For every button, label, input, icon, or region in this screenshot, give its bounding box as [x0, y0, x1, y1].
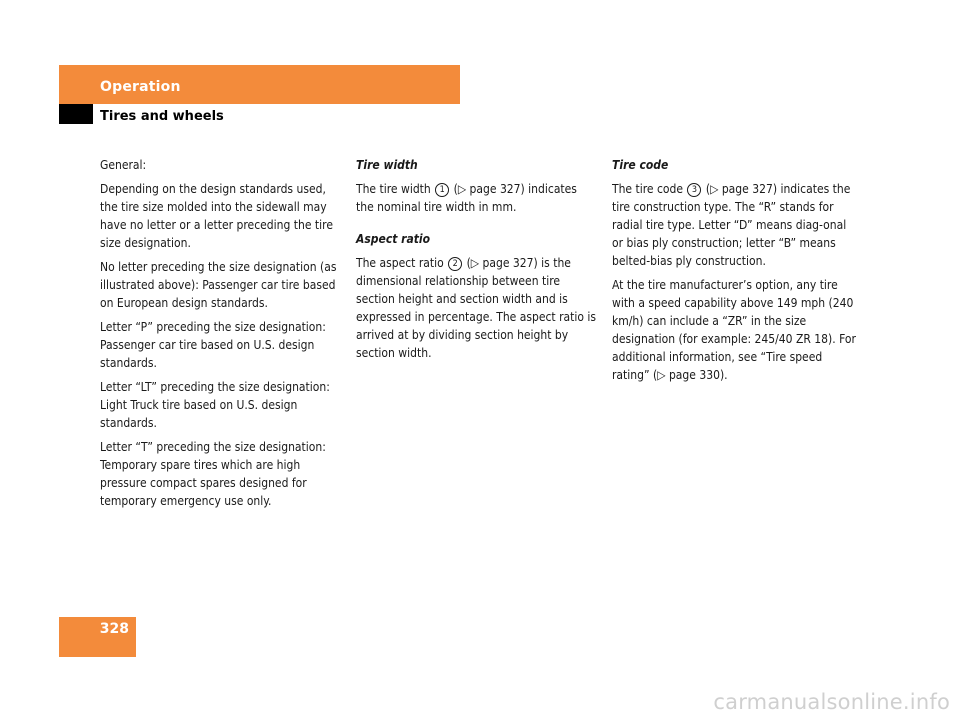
general-label: General:	[100, 158, 147, 172]
paragraph-aspect-ratio	[356, 254, 598, 362]
tire-code-heading: Tire code	[612, 158, 669, 172]
paragraph-letter-lt: Letter “LT” preceding the size designation: Light Truck tire based on U.S. design standards.	[100, 380, 330, 430]
column-middle	[356, 156, 598, 368]
paragraph-tire-width	[356, 180, 598, 216]
paragraph-letter-t: Letter “T” preceding the size designation: Temporary spare tires which are high pressure compact spares designed for temporary emergency use only.	[100, 440, 326, 508]
column-right	[612, 156, 856, 390]
aspect-text-b: (▷ page 327) is the dimensional relationship between tire section height and section width and is expressed in percentage. The aspect ratio is arrived at by dividing section height by section width.	[356, 256, 597, 360]
callout-number-1: 1	[435, 183, 449, 197]
callout-number-2: 2	[448, 257, 462, 271]
callout-number-3: 3	[687, 183, 701, 197]
aspect-ratio-heading: Aspect ratio	[356, 232, 431, 246]
subsection-title: Tires and wheels	[100, 109, 224, 124]
paragraph-no-letter: No letter preceding the size designation (as illustrated above): Passenger car tire based on European design standards.	[100, 260, 337, 310]
watermark: carmanualsonline.info	[713, 690, 950, 714]
tire-code-text-a: The tire code	[612, 182, 687, 196]
section-title: Operation	[100, 79, 181, 95]
paragraph-speed-capability: At the tire manufacturer’s option, any tire with a speed capability above 149 mph (240 km/h) can include a “ZR” in the size designation (for example: 245/40 ZR 18). For additional information, see “Tire speed rating” (▷ page 330).	[612, 278, 856, 382]
paragraph-letter-p: Letter “P” preceding the size designation: Passenger car tire based on U.S. design standards.	[100, 320, 326, 370]
tire-width-text-b: (▷ page 327) indicates the nominal tire width in mm.	[356, 182, 577, 214]
tire-code-text-b: (▷ page 327) indicates the tire construction type. The “R” stands for radial tire type. Letter “D” means diag-onal or bias ply construction; letter “B” means belted-bias ply construction.	[612, 182, 851, 268]
paragraph-tire-code	[612, 180, 856, 270]
page-number: 328	[99, 621, 129, 637]
tire-width-heading: Tire width	[356, 158, 418, 172]
paragraph-design-standards: Depending on the design standards used, the tire size molded into the sidewall may have no letter or a letter preceding the tire size designation.	[100, 182, 333, 250]
page-number-box	[59, 617, 136, 657]
column-left	[100, 156, 342, 516]
tire-width-text-a: The tire width	[356, 182, 435, 196]
aspect-text-a: The aspect ratio	[356, 256, 448, 270]
subsection-marker	[59, 104, 93, 124]
